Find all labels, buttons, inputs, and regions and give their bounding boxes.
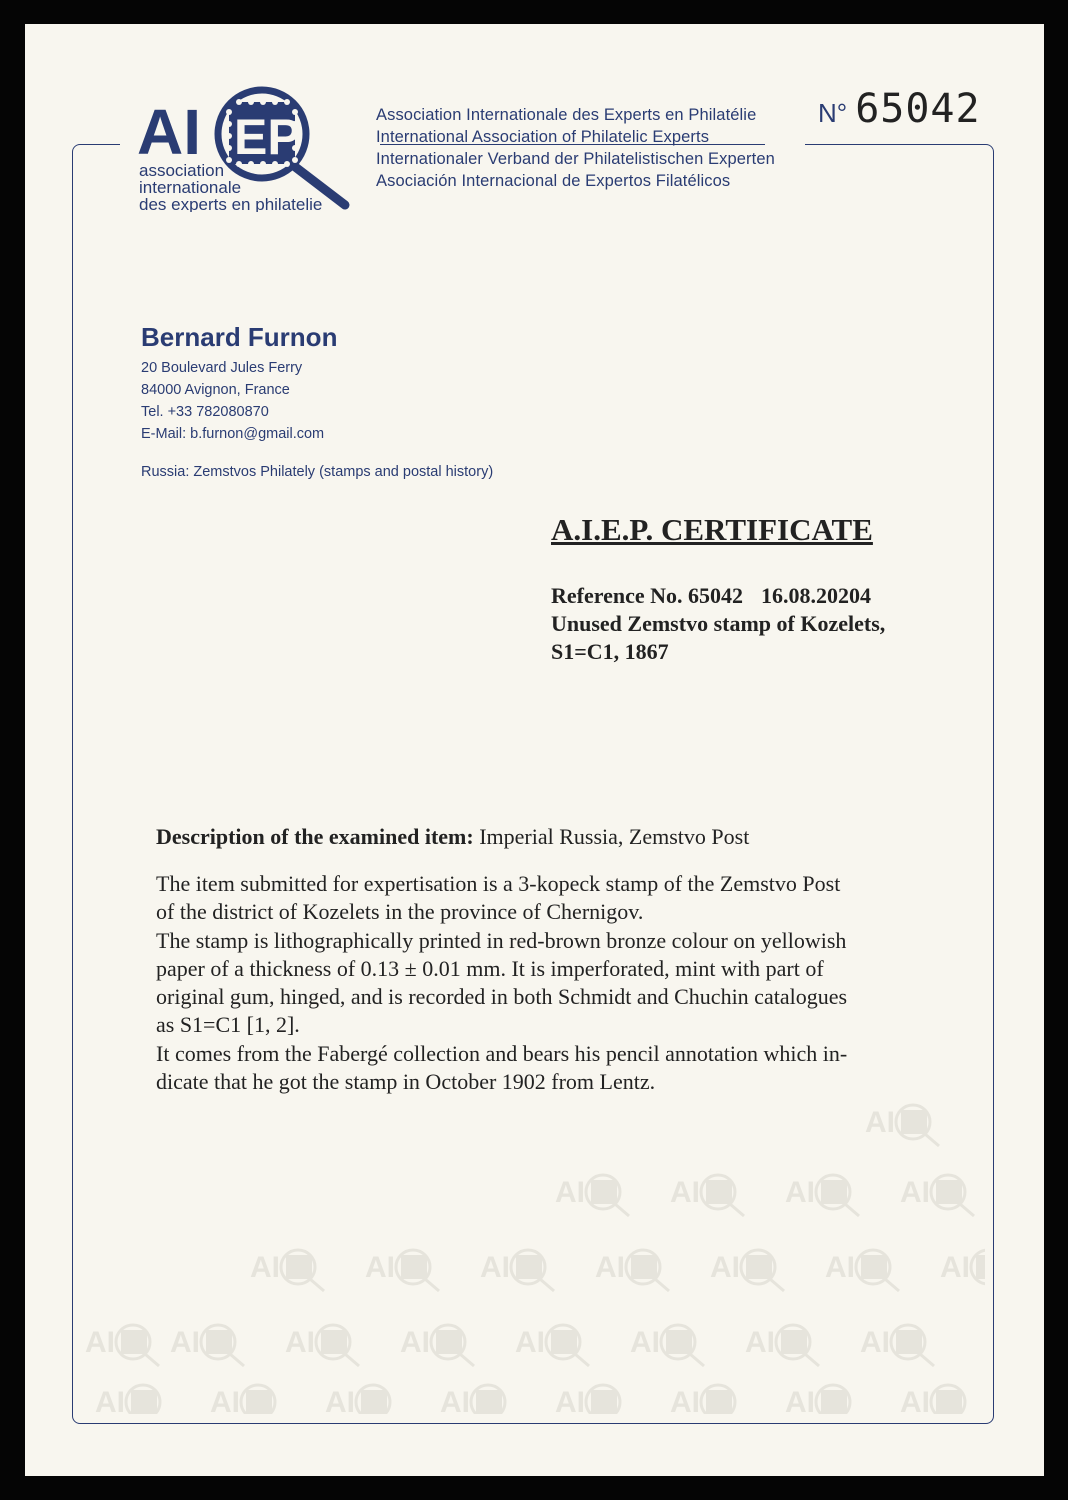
association-name-es: Asociación Internacional de Expertos Filatélicos [376, 172, 731, 190]
expert-contact [141, 322, 337, 445]
certificate-subject-line-1: Unused Zemstvo stamp of Kozelets, [551, 611, 886, 636]
association-names [376, 104, 775, 192]
description-body [156, 870, 931, 1096]
certificate-subject-line-2: S1=C1, 1867 [551, 639, 669, 664]
description-line: dicate that he got the stamp in October 1902 from Lentz. [156, 1069, 656, 1095]
description-line: of the district of Kozelets in the province of Chernigov. [156, 899, 644, 925]
certificate-date: 16.08.20204 [761, 583, 872, 608]
certificate-number-label: N° [818, 98, 848, 128]
certificate-number-value: 65042 [855, 86, 981, 132]
svg-text:internationale: internationale [139, 178, 242, 197]
description-line: The stamp is lithographically printed in red-brown bronze colour on yellowish [156, 927, 847, 953]
expert-specialty: Russia: Zemstvos Philately (stamps and postal history) [141, 464, 494, 480]
logo-ep-letters: EP [234, 109, 301, 165]
aiep-logo [137, 72, 367, 212]
svg-text:association: association [139, 161, 225, 180]
description-line: original gum, hinged, and is recorded in both Schmidt and Chuchin catalogues [156, 984, 848, 1010]
association-name-fr: Association Internationale des Experts en Philatélie [376, 106, 757, 124]
expert-address-street: 20 Boulevard Jules Ferry [141, 360, 303, 376]
svg-text:des experts en philatelie: des experts en philatelie [139, 195, 323, 212]
certificate-number [818, 86, 981, 132]
description-heading [156, 824, 749, 850]
expert-address-city: 84000 Avignon, France [141, 382, 290, 398]
association-name-de: Internationaler Verband der Philatelistischen Experten [376, 150, 775, 168]
security-watermark: AI [85, 1094, 985, 1414]
description-line: The item submitted for expertisation is a 3-kopeck stamp of the Zemstvo Post [156, 871, 841, 896]
description-line: as S1=C1 [1, 2]. [156, 1012, 300, 1038]
logo-ai-letters: AI [137, 96, 201, 168]
expert-email: E-Mail: b.furnon@gmail.com [141, 426, 325, 442]
certificate-title: A.I.E.P. CERTIFICATE [551, 512, 873, 547]
description-line: It comes from the Fabergé collection and bears his pencil annotation which in- [156, 1040, 848, 1066]
expert-phone: Tel. +33 782080870 [141, 404, 269, 420]
description-heading-value: Imperial Russia, Zemstvo Post [479, 824, 750, 849]
certificate-reference-block [551, 582, 885, 666]
reference-number: Reference No. 65042 [551, 583, 744, 608]
expert-name: Bernard Furnon [141, 322, 338, 352]
description-heading-label: Description of the examined item: [156, 824, 474, 849]
association-name-en: International Association of Philatelic Experts [376, 128, 710, 146]
certificate-sheet [25, 24, 1044, 1476]
description-line: paper of a thickness of 0.13 ± 0.01 mm. It is imperforated, mint with part of [156, 955, 824, 981]
